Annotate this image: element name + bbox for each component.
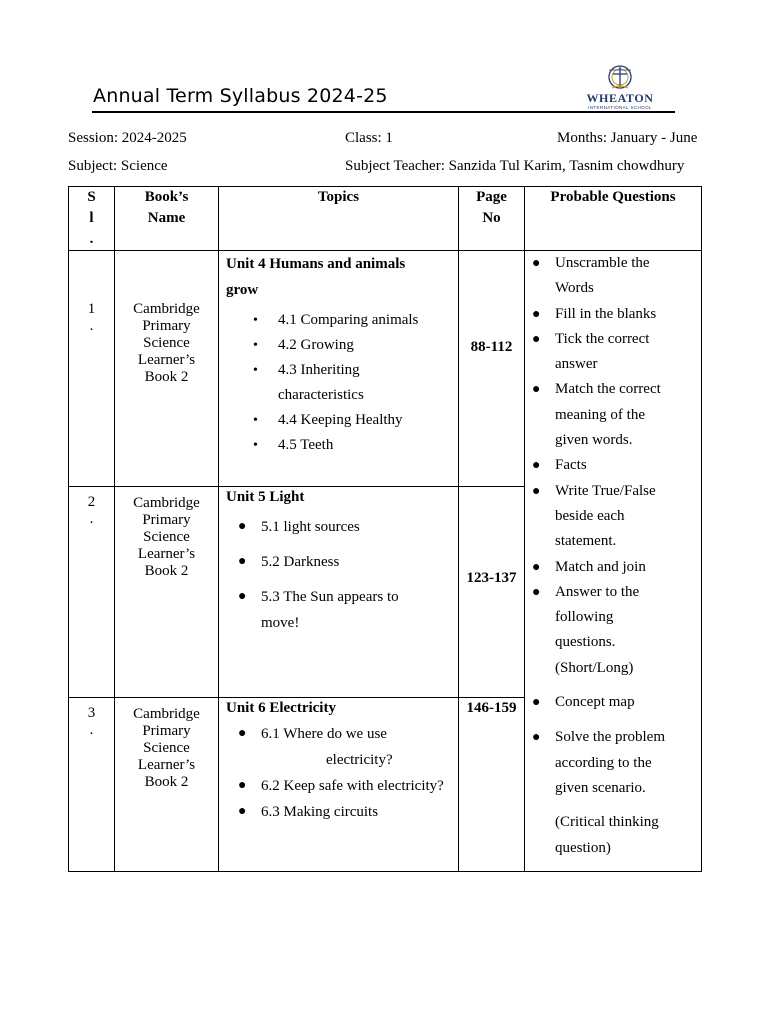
header-book-name: Book’s Name <box>115 187 219 251</box>
question-item-continued: meaning of the <box>555 406 645 423</box>
session-label: Session: 2024-2025 <box>68 130 187 146</box>
topic-item: ● 6.2 Keep safe with electricity? <box>226 773 458 799</box>
header-topics: Topics <box>219 187 459 251</box>
class-label: Class: 1 <box>345 130 393 146</box>
syllabus-table <box>68 186 702 872</box>
header-page-no: Page No <box>459 187 525 251</box>
row-topics <box>219 251 459 487</box>
row-book-name: Cambridge Primary Science Learner’s Book 2 <box>115 487 219 698</box>
row-serial: 3 . <box>69 698 115 872</box>
questions-list <box>531 251 701 861</box>
row-serial: 2 . <box>69 487 115 698</box>
topic-item: • 4.5 Teeth <box>226 433 458 458</box>
question-item-continued: beside each <box>555 507 625 524</box>
header-sl: S l . <box>69 187 115 251</box>
question-item-continued: statement. <box>555 533 617 550</box>
question-item-continued: question) <box>555 839 611 856</box>
question-item: ● Write True/False <box>531 479 701 504</box>
title-underline <box>92 111 675 113</box>
topic-item: • 4.2 Growing <box>226 333 458 358</box>
school-crest-icon <box>578 64 662 94</box>
question-item: ● Unscramble the <box>531 251 701 276</box>
logo-subtext: INTERNATIONAL SCHOOL <box>588 105 652 110</box>
header-probable-questions: Probable Questions <box>525 187 702 251</box>
question-item: ● Answer to the <box>531 580 701 605</box>
document-title: Annual Term Syllabus 2024-25 <box>93 85 388 107</box>
school-logo <box>578 64 662 110</box>
row-topics <box>219 487 459 698</box>
topic-item-continued: electricity? <box>326 752 393 768</box>
question-item-continued: questions. <box>555 634 616 651</box>
row-page-range: 146-159 <box>459 698 525 872</box>
topic-item: • 4.1 Comparing animals <box>226 308 458 333</box>
topic-item: ● 5.3 The Sun appears to <box>226 584 458 610</box>
question-item: ● Concept map <box>531 690 701 715</box>
question-item: ● Match and join <box>531 555 701 580</box>
table-row <box>69 251 702 487</box>
table-header-row <box>69 187 702 251</box>
unit-title: Unit 6 Electricity <box>226 700 336 716</box>
question-item-continued: following <box>555 609 614 626</box>
question-item: ● Fill in the blanks <box>531 302 701 327</box>
row-page-range: 88-112 <box>459 251 525 487</box>
question-item: ● Solve the problem <box>531 725 701 750</box>
question-item-continued: given words. <box>555 432 633 449</box>
row-page-range: 123-137 <box>459 487 525 698</box>
topic-item: ● 6.3 Making circuits <box>226 799 458 825</box>
question-item: ● Tick the correct <box>531 327 701 352</box>
logo-wordmark: WHEATON <box>586 91 654 105</box>
subject-label: Subject: Science <box>68 158 168 174</box>
question-item-continued: Words <box>555 280 594 297</box>
question-item: ● Match the correct <box>531 377 701 402</box>
topic-item: ● 5.2 Darkness <box>226 549 458 575</box>
months-label: Months: January - June <box>557 130 698 146</box>
question-item-continued: (Short/Long) <box>555 659 634 676</box>
topic-item: ● 5.1 light sources <box>226 514 458 540</box>
topic-item: ● 6.1 Where do we use <box>226 721 458 747</box>
question-item-continued: given scenario. <box>555 779 646 796</box>
teacher-label: Subject Teacher: Sanzida Tul Karim, Tasnim chowdhury <box>345 158 685 174</box>
probable-questions-cell <box>525 251 702 872</box>
question-item-continued: according to the <box>555 754 652 771</box>
row-book-name: Cambridge Primary Science Learner’s Book 2 <box>115 251 219 487</box>
topic-item: • 4.3 Inheriting <box>226 358 458 383</box>
topic-item-continued: characteristics <box>278 387 364 403</box>
unit-title: Unit 5 Light <box>226 489 305 505</box>
row-topics <box>219 698 459 872</box>
topic-item-continued: move! <box>261 615 300 631</box>
question-item: ● Facts <box>531 453 701 478</box>
question-item-continued: (Critical thinking <box>555 814 659 831</box>
unit-title: Unit 4 Humans and animals grow <box>226 256 406 298</box>
topic-item: • 4.4 Keeping Healthy <box>226 408 458 433</box>
row-serial: 1 . <box>69 251 115 487</box>
question-item-continued: answer <box>555 356 598 373</box>
row-book-name: Cambridge Primary Science Learner’s Book 2 <box>115 698 219 872</box>
